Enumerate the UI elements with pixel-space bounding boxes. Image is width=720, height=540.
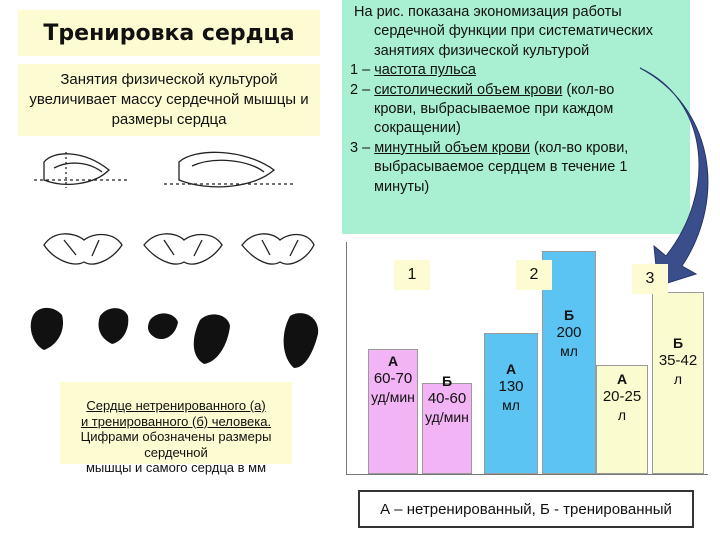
item-3-number: 3 – — [350, 139, 375, 156]
chart-bar-unit: уд/мин — [371, 389, 415, 405]
chart-bar-key: А — [505, 361, 517, 377]
chart-bar-value-text: 40-60 — [427, 390, 467, 407]
item-3-term: минутный объем крови — [374, 139, 530, 156]
chart-bar-value-text: 200 — [556, 324, 582, 341]
chart-axis-bottom — [346, 474, 708, 475]
chart-group-number-3: 3 — [632, 264, 668, 294]
intro-line-3: занятиях физической культурой — [374, 42, 590, 59]
heart-section-bottom — [31, 308, 318, 368]
heart-illustrations — [14, 140, 334, 380]
page-title: Тренировка сердца — [18, 10, 320, 56]
chart-bar-value-text: 130 — [498, 378, 524, 395]
chart-bar-unit: мл — [502, 397, 520, 413]
chart-bar-label-3-b — [638, 334, 718, 388]
item-2-rest: (кол-во — [562, 81, 615, 98]
bar-chart — [346, 242, 708, 480]
item-2-line-3: сокращении) — [374, 120, 461, 137]
chart-bar-value-text: 60-70 — [373, 370, 413, 387]
chart-bar-key: Б — [563, 307, 575, 323]
legend: А – нетренированный, Б - тренированный — [358, 490, 694, 528]
chart-bar-value-text: 35-42 — [658, 352, 698, 369]
item-2-term: систолический объем крови — [374, 81, 563, 98]
caption — [60, 382, 292, 475]
intro-line-1: На рис. показана экономизация работы — [354, 4, 622, 20]
caption-line-1: Сердце нетренированного (а) — [86, 398, 266, 413]
item-3-line-2: выбрасываемое сердцем в течение 1 — [374, 159, 628, 176]
chart-bar-unit: уд/мин — [425, 409, 469, 425]
chart-bar-label-2-a — [470, 360, 552, 414]
chart-group-number-2: 2 — [516, 260, 552, 290]
item-2-line-2: крови, выбрасываемое при каждом — [374, 101, 614, 118]
chart-group-number-1: 1 — [394, 260, 430, 290]
caption-line-3: Цифрами обозначены размеры сердечной — [80, 429, 272, 460]
caption-line-2: и тренированного (б) человека. — [80, 413, 272, 429]
intro-line-2: сердечной функции при систематических — [374, 23, 653, 40]
chart-bar-unit: л — [617, 407, 627, 423]
chart-bar-value-text: 20-25 — [602, 388, 642, 405]
chart-bar-label-2-b — [528, 306, 610, 360]
subtitle: Занятия физической культурой увеличивает массу сердечной мышцы и размеры сердца — [18, 64, 320, 136]
chart-bar-unit: л — [673, 371, 683, 387]
chart-bar-key: А — [387, 353, 399, 369]
chart-bar-key: А — [616, 371, 628, 387]
item-1-number: 1 – — [350, 62, 375, 79]
item-1-term: частота пульса — [374, 62, 476, 79]
item-3-line-3: минуты) — [374, 178, 430, 195]
chart-bar-key: Б — [441, 373, 453, 389]
heart-section-middle — [44, 234, 314, 264]
chart-bar-key: Б — [672, 335, 684, 351]
item-2-number: 2 – — [350, 81, 375, 98]
chart-bar-unit: мл — [560, 343, 578, 359]
heart-section-top — [34, 152, 294, 188]
caption-line-4: мышцы и самого сердца в мм — [85, 460, 267, 475]
chart-axis-left — [346, 242, 347, 474]
item-3-rest: (кол-во крови, — [530, 139, 629, 156]
